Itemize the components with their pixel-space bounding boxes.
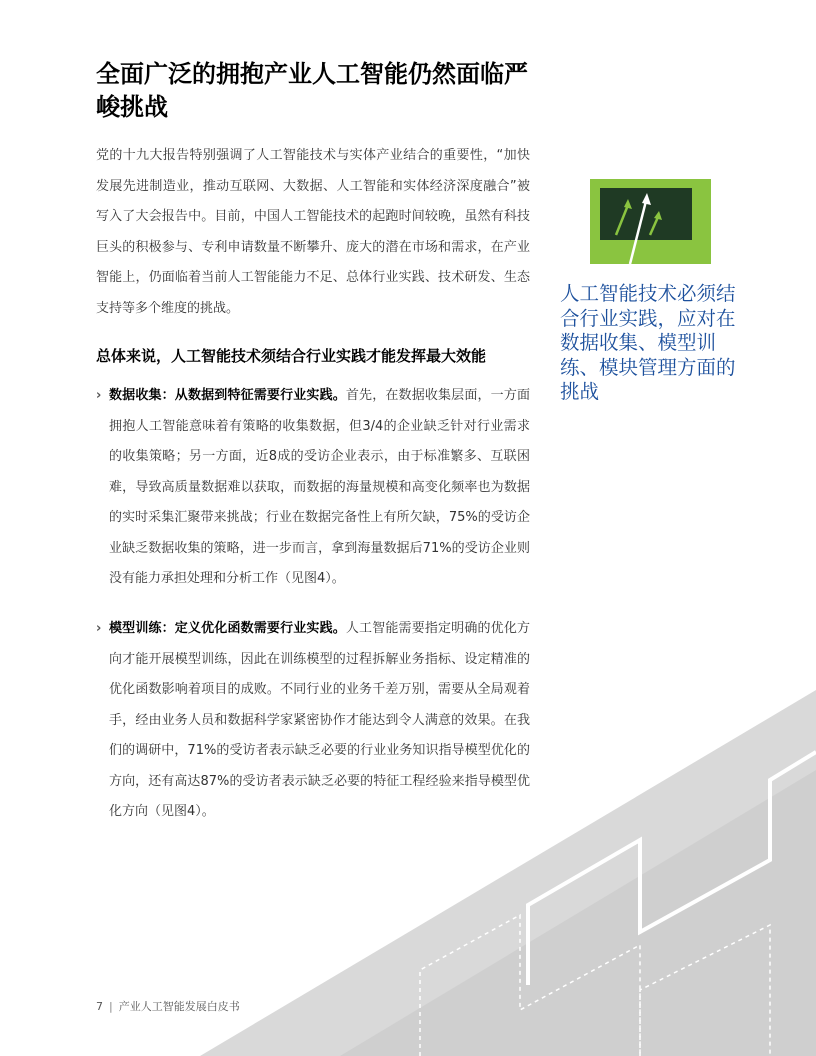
chevron-right-icon: › — [96, 388, 102, 403]
bullet-body: 人工智能需要指定明确的优化方向才能开展模型训练，因此在训练模型的过程拆解业务指标、设定精准的优化函数影响着项目的成败。不同行业的业务千差万别，需要从全局观着手，经由业务人员和数据科学家紧密协作才能达到令人满意的效果。在我们的调研中，71%的受访者表示缺乏必要的行业业务知识指导模型优化的方向，还有高达87%的受访者表示缺乏必要的特征工程经验来指导模型优化方向（见图4）。 — [109, 621, 530, 819]
bullet-text — [109, 614, 530, 828]
bullet-body: 首先，在数据收集层面，一方面拥抱人工智能意味着有策略的收集数据，但3/4的企业缺乏针对行业需求的收集策略；另一方面，近8成的受访企业表示，由于标准繁多、互联困难，导致高质量数据难以获取，而数据的海量规模和高变化频率也为数据的实时采集汇聚带来挑战；行业在数据完备性上有所欠缺，75%的受访企业缺乏数据收集的策略，进一步而言，拿到海量数据后71%的受访企业则没有能力承担处理和分析工作（见图4）。 — [109, 388, 530, 586]
section-subheading: 总体来说，人工智能技术须结合行业实践才能发挥最大效能 — [96, 347, 487, 365]
bullet-data-collection — [96, 381, 530, 595]
growth-arrows-board-icon — [590, 179, 711, 264]
page-number: 7 — [96, 1000, 103, 1013]
bullet-model-training — [96, 614, 530, 828]
bullet-lead: 模型训练：定义优化函数需要行业实践。 — [109, 621, 346, 636]
bullet-lead: 数据收集：从数据到特征需要行业实践。 — [109, 388, 346, 403]
footer-doc-title: 产业人工智能发展白皮书 — [118, 1000, 240, 1013]
chevron-right-icon: › — [96, 621, 102, 636]
pull-quote: 人工智能技术必须结合行业实践，应对在数据收集、模型训练、模块管理方面的挑战 — [560, 282, 736, 403]
bullet-text — [109, 381, 530, 595]
footer-separator: | — [109, 1000, 113, 1013]
page-title: 全面广泛的拥抱产业人工智能仍然面临严峻挑战 — [96, 60, 528, 121]
page-footer — [96, 998, 240, 1014]
intro-paragraph: 党的十九大报告特别强调了人工智能技术与实体产业结合的重要性，“加快发展先进制造业，推动互联网、大数据、人工智能和实体经济深度融合”被写入了大会报告中。目前，中国人工智能技术的起跑时间较晚，虽然有科技巨头的积极参与、专利申请数量不断攀升、庞大的潜在市场和需求，在产业智能上，仍面临着当前人工智能能力不足、总体行业实践、技术研发、生态支持等多个维度的挑战。 — [96, 148, 530, 316]
